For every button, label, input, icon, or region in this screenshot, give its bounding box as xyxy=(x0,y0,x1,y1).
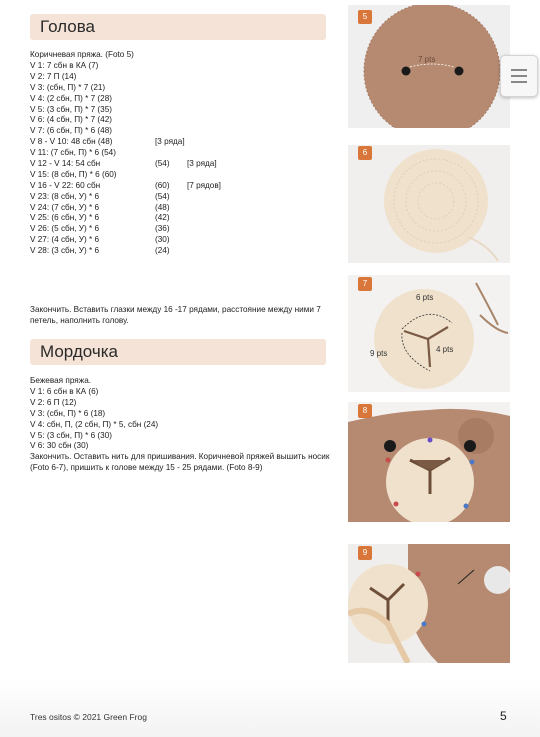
pattern-row-col-1: V 12 - V 14: 54 сбн xyxy=(30,159,101,169)
pattern-row-col-1: V 6: 30 сбн (30) xyxy=(30,441,89,451)
hamburger-menu-button[interactable] xyxy=(500,55,538,97)
pattern-row xyxy=(30,191,170,203)
footer-shade xyxy=(0,680,540,737)
pattern-row xyxy=(30,105,117,116)
pattern-row-col-1: V 5: (3 сбн, П) * 6 (30) xyxy=(30,430,112,440)
pattern-row xyxy=(30,148,117,159)
pattern-row xyxy=(30,441,158,452)
pattern-row-col-1: V 5: (3 сбн, П) * 7 (35) xyxy=(30,104,112,114)
photo-9-badge: 9 xyxy=(358,546,372,560)
pattern-row xyxy=(30,224,170,235)
photo-7-label-left: 9 pts xyxy=(370,349,388,358)
pattern-row-col-1: V 7: (6 сбн, П) * 6 (48) xyxy=(30,126,112,136)
pattern-row xyxy=(30,180,221,192)
photo-9-sewing xyxy=(348,544,510,663)
pattern-row xyxy=(30,213,170,224)
pattern-row-col-2: (42) xyxy=(155,213,170,223)
pattern-row xyxy=(30,94,117,105)
pattern-row xyxy=(30,398,158,409)
section-header-head xyxy=(30,14,326,40)
page-number: 5 xyxy=(500,709,507,723)
pattern-row xyxy=(30,431,158,442)
photo-6-muzzle-circle xyxy=(348,145,510,263)
pattern-row-col-1: V 23: (8 сбн, У) * 6 xyxy=(30,191,100,201)
pattern-row-col-2: (54) xyxy=(155,159,170,169)
pattern-row xyxy=(30,115,117,126)
menu-icon-bar xyxy=(511,75,527,77)
photo-5-head xyxy=(348,5,510,128)
photo-6-badge: 6 xyxy=(358,146,372,160)
pattern-row xyxy=(30,72,117,83)
pattern-row-col-1: V 26: (5 сбн, У) * 6 xyxy=(30,224,100,234)
pattern-row-col-2: (54) xyxy=(155,191,170,201)
pattern-row xyxy=(30,420,158,431)
head-finish-text: Закончить. Вставить глазки между 16 -17 рядами, расстояние между ними 7 петель, наполнить голову. xyxy=(30,305,321,325)
pattern-row xyxy=(30,61,117,72)
pattern-row-col-1: V 27: (4 сбн, У) * 6 xyxy=(30,235,100,245)
photo-7-badge: 7 xyxy=(358,277,372,291)
photo-7-stitch-guide xyxy=(348,275,510,392)
pattern-row-col-1: V 3: (сбн, П) * 6 (18) xyxy=(30,408,106,418)
menu-icon-bar xyxy=(511,81,527,83)
pattern-row-col-2: (30) xyxy=(155,235,170,245)
pattern-row-col-1: V 24: (7 сбн, У) * 6 xyxy=(30,202,100,212)
section-title-head: Голова xyxy=(40,17,96,36)
pattern-row-col-1: V 1: 6 сбн в КА (6) xyxy=(30,387,99,396)
photo-8-muzzle-on-head xyxy=(348,402,510,522)
pattern-row xyxy=(30,409,158,420)
pattern-row-col-1: V 25: (6 сбн, У) * 6 xyxy=(30,213,100,223)
photo-7-label-right: 4 pts xyxy=(436,345,454,354)
pattern-row-col-1: V 16 - V 22: 60 сбн xyxy=(30,180,101,190)
muzzle-intro: Бежевая пряжа. xyxy=(30,376,92,385)
pattern-row-col-1: V 11: (7 сбн, П) * 6 (54) xyxy=(30,148,116,158)
pattern-row xyxy=(30,170,117,181)
pattern-row xyxy=(30,83,117,94)
pattern-row-col-1: V 6: (4 сбн, П) * 7 (42) xyxy=(30,115,112,125)
pattern-row-col-1: V 2: 7 П (14) xyxy=(30,71,77,81)
pattern-row xyxy=(30,246,170,257)
footer-credit: Tres ositos © 2021 Green Frog xyxy=(30,712,147,722)
hamburger-menu-icon xyxy=(511,69,527,71)
pattern-row xyxy=(30,235,170,246)
pattern-row-col-2: (36) xyxy=(155,224,170,234)
pattern-row-col-1: V 4: сбн, П, (2 сбн, П) * 5, сбн (24) xyxy=(30,419,159,429)
section-title-muzzle: Мордочка xyxy=(40,342,118,361)
pattern-row-col-2: (48) xyxy=(155,202,170,212)
photo-5-annotation: 7 pts xyxy=(418,55,436,64)
pattern-row-col-2: (60) xyxy=(155,180,170,190)
pattern-row-col-1: V 8 - V 10: 48 сбн (48) xyxy=(30,137,113,147)
muzzle-finish-text: Закончить. Оставить нить для пришивания. Коричневой пряжей вышить носик (Foto 6-7), пришить к голове между 15 - 25 рядами. (Foto 8-9) xyxy=(30,452,330,472)
pattern-row xyxy=(30,137,185,148)
pattern-row xyxy=(30,387,158,398)
head-intro: Коричневая пряжа. (Foto 5) xyxy=(30,50,134,59)
pattern-row-col-1: V 28: (3 сбн, У) * 6 xyxy=(30,246,100,256)
pattern-row-col-2: [3 ряда] xyxy=(155,137,185,147)
pattern-row-col-3: [7 рядов] xyxy=(187,180,221,190)
pattern-row-col-1: V 3: (сбн, П) * 7 (21) xyxy=(30,82,106,92)
pattern-row-col-1: V 4: (2 сбн, П) * 7 (28) xyxy=(30,93,112,103)
section-header-muzzle xyxy=(30,339,326,365)
pattern-row-col-2: (24) xyxy=(155,246,170,256)
pattern-row xyxy=(30,202,170,214)
pattern-row-col-3: [3 ряда] xyxy=(187,159,217,169)
photo-7-label-top: 6 pts xyxy=(416,293,434,302)
pattern-row xyxy=(30,159,217,170)
head-rows-list xyxy=(30,61,221,257)
pattern-row-col-1: V 15: (8 сбн, П) * 6 (60) xyxy=(30,169,117,179)
muzzle-rows-list xyxy=(30,387,158,452)
pattern-row-col-1: V 1: 7 сбн в КА (7) xyxy=(30,61,99,70)
photo-5-badge: 5 xyxy=(358,10,372,24)
pattern-row-col-1: V 2: 6 П (12) xyxy=(30,397,77,407)
photo-8-badge: 8 xyxy=(358,404,372,418)
pattern-row xyxy=(30,126,117,137)
